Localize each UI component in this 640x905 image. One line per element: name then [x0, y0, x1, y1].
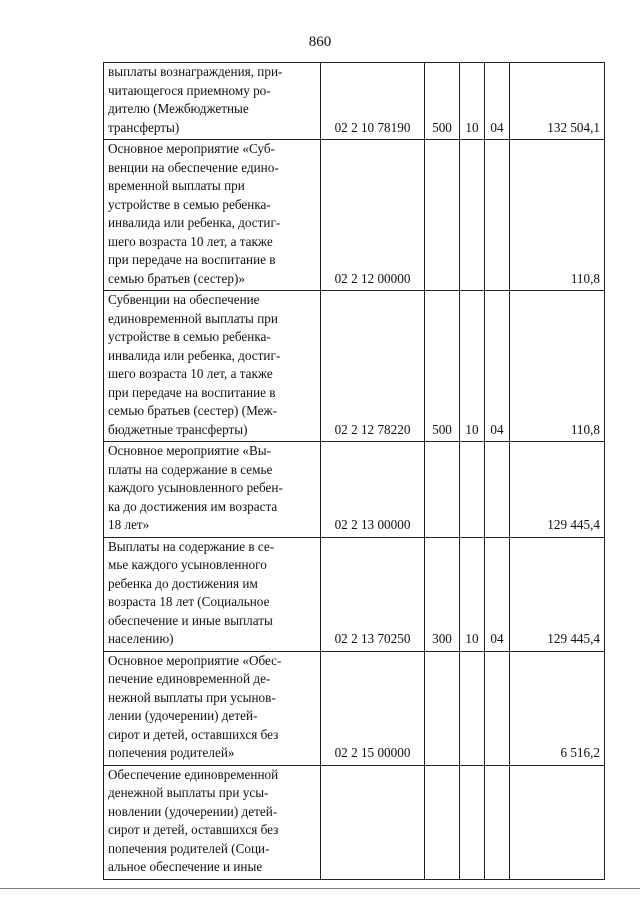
- table-row: [104, 63, 605, 140]
- expense-type: [425, 651, 460, 765]
- target-code: 02 2 15 00000: [321, 651, 425, 765]
- section: [460, 651, 485, 765]
- amount: 132 504,1: [510, 63, 605, 140]
- page-bottom-rule: [0, 888, 640, 889]
- subsection: [485, 765, 510, 879]
- target-code: 02 2 10 78190: [321, 63, 425, 140]
- section: 10: [460, 537, 485, 651]
- row-description: Субвенции на обеспечение единовременной выплаты при устройстве в семью ребенка- инвалида или ребенка, достиг- шего возраста 10 лет, а также при передаче на воспитание в семью братьев (сестер) (Меж- бюджетные трансферты): [104, 291, 321, 442]
- row-description: Выплаты на содержание в се- мье каждого усыновленного ребенка до достижения им возраста 18 лет (Социальное обеспечение и иные выплаты населению): [104, 537, 321, 651]
- table-row: [104, 537, 605, 651]
- target-code: 02 2 12 78220: [321, 291, 425, 442]
- amount: 6 516,2: [510, 651, 605, 765]
- row-description: Основное мероприятие «Суб- венции на обеспечение едино- временной выплаты при устройстве в семью ребенка- инвалида или ребенка, достиг- шего возраста 10 лет, а также при передаче на воспитание в семью братьев (сестер)»: [104, 140, 321, 291]
- expense-type: [425, 765, 460, 879]
- row-description: Основное мероприятие «Обес- печение единовременной де- нежной выплаты при усынов- лении (удочерении) детей- сирот и детей, оставшихся без попечения родителей»: [104, 651, 321, 765]
- amount: 110,8: [510, 140, 605, 291]
- section: [460, 765, 485, 879]
- page-number: 860: [308, 34, 332, 50]
- section: 10: [460, 63, 485, 140]
- target-code: 02 2 12 00000: [321, 140, 425, 291]
- subsection: [485, 140, 510, 291]
- section: 10: [460, 291, 485, 442]
- budget-table: [103, 62, 605, 880]
- expense-type: [425, 442, 460, 538]
- row-description: Обеспечение единовременной денежной выплаты при усы- новлении (удочерении) детей- сирот и детей, оставшихся без попечения родителей (Соци- альное обеспечение и иные: [104, 765, 321, 879]
- expense-type: 500: [425, 291, 460, 442]
- amount: [510, 765, 605, 879]
- table-row: [104, 291, 605, 442]
- amount: 129 445,4: [510, 537, 605, 651]
- row-description: Основное мероприятие «Вы- платы на содержание в семье каждого усыновленного ребен- ка до достижения им возраста 18 лет»: [104, 442, 321, 538]
- target-code: 02 2 13 00000: [321, 442, 425, 538]
- row-description: выплаты вознаграждения, при- читающегося приемному ро- дителю (Межбюджетные трансферты): [104, 63, 321, 140]
- subsection: [485, 442, 510, 538]
- table-row: [104, 442, 605, 538]
- target-code: 02 2 13 70250: [321, 537, 425, 651]
- expense-type: 300: [425, 537, 460, 651]
- section: [460, 140, 485, 291]
- target-code: [321, 765, 425, 879]
- subsection: 04: [485, 537, 510, 651]
- amount: 129 445,4: [510, 442, 605, 538]
- expense-type: [425, 140, 460, 291]
- table-row: [104, 765, 605, 879]
- expense-type: 500: [425, 63, 460, 140]
- amount: 110,8: [510, 291, 605, 442]
- table-row: [104, 651, 605, 765]
- table-row: [104, 140, 605, 291]
- subsection: [485, 651, 510, 765]
- subsection: 04: [485, 63, 510, 140]
- subsection: 04: [485, 291, 510, 442]
- section: [460, 442, 485, 538]
